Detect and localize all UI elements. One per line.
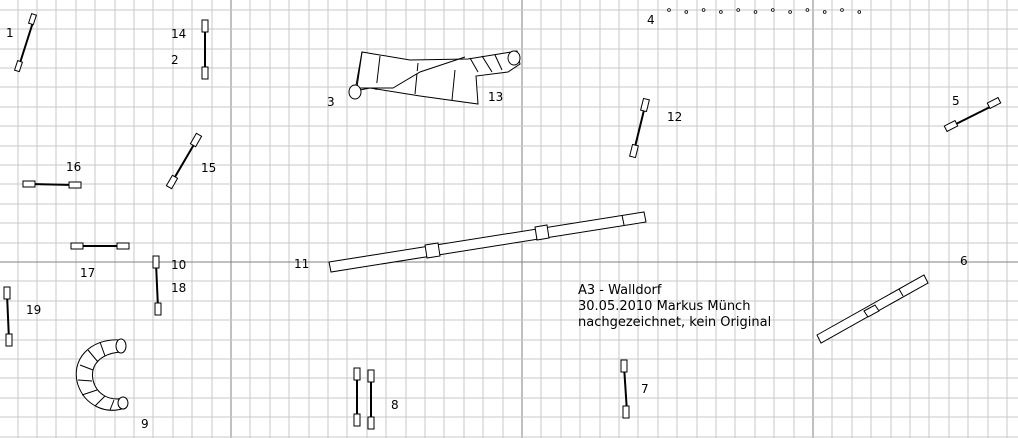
number-10: 10 bbox=[171, 258, 187, 272]
number-3: 3 bbox=[327, 95, 335, 109]
number-18: 18 bbox=[171, 281, 187, 295]
number-19: 19 bbox=[26, 303, 42, 317]
number-14: 14 bbox=[171, 27, 187, 41]
weave-pole bbox=[737, 9, 740, 12]
weave-pole bbox=[685, 11, 688, 14]
course-info bbox=[578, 283, 771, 331]
weave-pole bbox=[823, 11, 826, 14]
number-7: 7 bbox=[641, 382, 649, 396]
obstacle-numbers bbox=[6, 13, 968, 431]
course-date-author: 30.05.2010 Markus Münch bbox=[578, 299, 751, 314]
number-8: 8 bbox=[391, 398, 399, 412]
number-1: 1 bbox=[6, 26, 14, 40]
number-17: 17 bbox=[80, 266, 96, 280]
obstacle-11-long-plank[interactable] bbox=[329, 212, 646, 272]
number-2: 2 bbox=[171, 53, 179, 67]
number-9: 9 bbox=[141, 417, 149, 431]
number-6: 6 bbox=[960, 254, 968, 268]
course-title: A3 - Walldorf bbox=[578, 283, 662, 298]
number-13: 13 bbox=[488, 90, 504, 104]
number-4: 4 bbox=[647, 13, 655, 27]
obstacle-7-jump[interactable] bbox=[621, 360, 629, 418]
course-note: nachgezeichnet, kein Original bbox=[578, 315, 772, 330]
weave-pole bbox=[789, 11, 792, 14]
number-12: 12 bbox=[667, 110, 683, 124]
number-11: 11 bbox=[294, 257, 310, 271]
obstacle-17-jump[interactable] bbox=[71, 243, 129, 249]
obstacle-16-jump[interactable] bbox=[23, 181, 81, 188]
weave-pole bbox=[858, 11, 861, 14]
weave-pole bbox=[771, 9, 774, 12]
obstacle-19-jump[interactable] bbox=[4, 287, 12, 346]
weave-pole bbox=[806, 9, 809, 12]
number-16: 16 bbox=[66, 160, 82, 174]
obstacle-9-curved-tunnel[interactable] bbox=[76, 339, 128, 410]
weave-pole bbox=[668, 9, 671, 12]
weave-pole bbox=[720, 11, 723, 14]
obstacle-10-jump[interactable] bbox=[153, 256, 161, 315]
weave-pole bbox=[702, 9, 705, 12]
weave-pole bbox=[841, 9, 844, 12]
number-5: 5 bbox=[952, 94, 960, 108]
number-15: 15 bbox=[201, 161, 217, 175]
obstacle-6-dogwalk[interactable] bbox=[817, 275, 928, 343]
weave-pole bbox=[754, 11, 757, 14]
obstacle-15-jump[interactable] bbox=[166, 133, 201, 188]
